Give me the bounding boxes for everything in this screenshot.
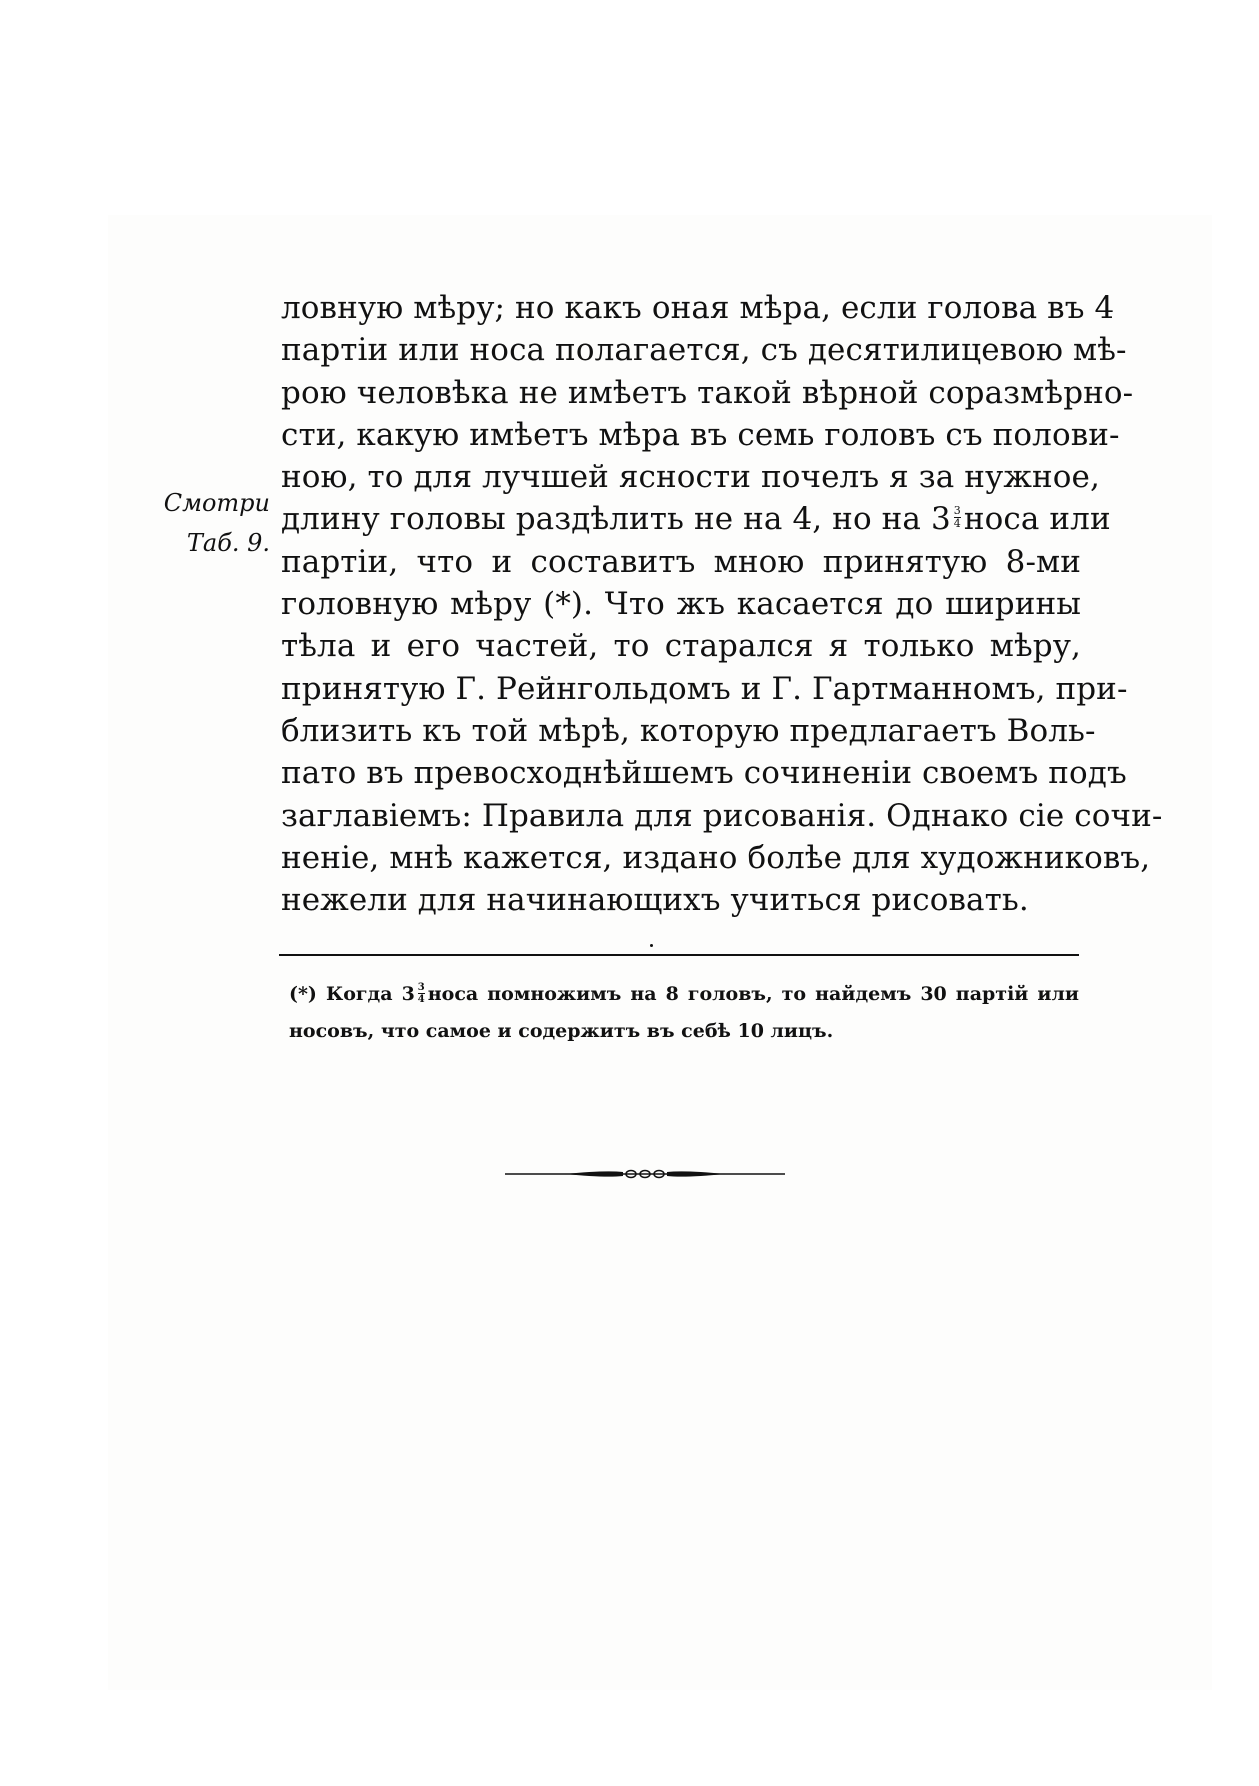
fraction-numerator: 3 [417,981,425,993]
fraction-numerator: 3 [953,504,961,518]
footnote [289,976,1079,1050]
main-text-line: близить къ той мѣрѣ, которую предлагаетъ Воль- [281,712,1096,749]
main-text-line: ловную мѣру; но какъ оная мѣра, если голова въ 4 [281,290,1115,326]
main-text-line: неніе, мнѣ кажется, издано болѣе для художниковъ, [281,839,1151,876]
footnote-line-2: носовъ, что самое и содержитъ въ себѣ 10 лицъ. [289,1020,834,1042]
main-text-line: головную мѣру (*). Что жъ касается до ширины [281,586,1081,623]
fraction-denominator: 4 [417,993,425,1005]
main-text-line: принятую Г. Рейнгольдомъ и Г. Гартманномъ, при- [281,670,1128,707]
footnote-fraction [418,983,425,1004]
footnote-line-1 [289,976,1079,1013]
main-text-line: пато въ превосходнѣйшемъ сочиненіи своемъ подъ [281,755,1127,792]
margin-note-line-1: Смотри [163,489,270,517]
main-text-line: тѣла и его частей, то старался я только мѣру, [281,628,1081,665]
margin-note-line-2: Таб. 9. [186,529,270,557]
main-text-line: нежели для начинающихъ учиться рисовать. [281,882,1029,919]
rule-dot [650,944,653,947]
main-text-fragment: длину головы раздѣлить не на 4, но на 3 [281,501,951,538]
main-text-fragment: носа или [963,501,1111,538]
fraction-denominator: 4 [953,517,961,531]
fraction-three-quarters [954,506,961,529]
footnote-fragment: носа помножимъ на 8 головъ, то найдемъ 30 партій или [427,983,1079,1005]
main-text-line: ною, то для лучшей ясности почелъ я за нужное, [281,459,1100,496]
margin-note [160,483,270,563]
main-text-line: рою человѣка не имѣетъ такой вѣрной соразмѣрно- [281,374,1134,411]
tailpiece-ornament-icon [505,1164,785,1184]
main-text [281,287,1163,921]
main-text-line: партіи, что и составитъ мною принятую 8-ми [281,543,1081,580]
main-text-line-with-fraction [281,498,1111,540]
main-text-line: заглавіемъ: Правила для рисованія. Однако сіе сочи- [281,797,1163,834]
main-text-line: партіи или носа полагается, съ десятилицевою мѣ- [281,332,1127,369]
main-text-line: сти, какую имѣетъ мѣра въ семь головъ съ полови- [281,416,1120,453]
footnote-separator-rule [279,954,1079,956]
footnote-fragment: (*) Когда 3 [289,983,415,1005]
